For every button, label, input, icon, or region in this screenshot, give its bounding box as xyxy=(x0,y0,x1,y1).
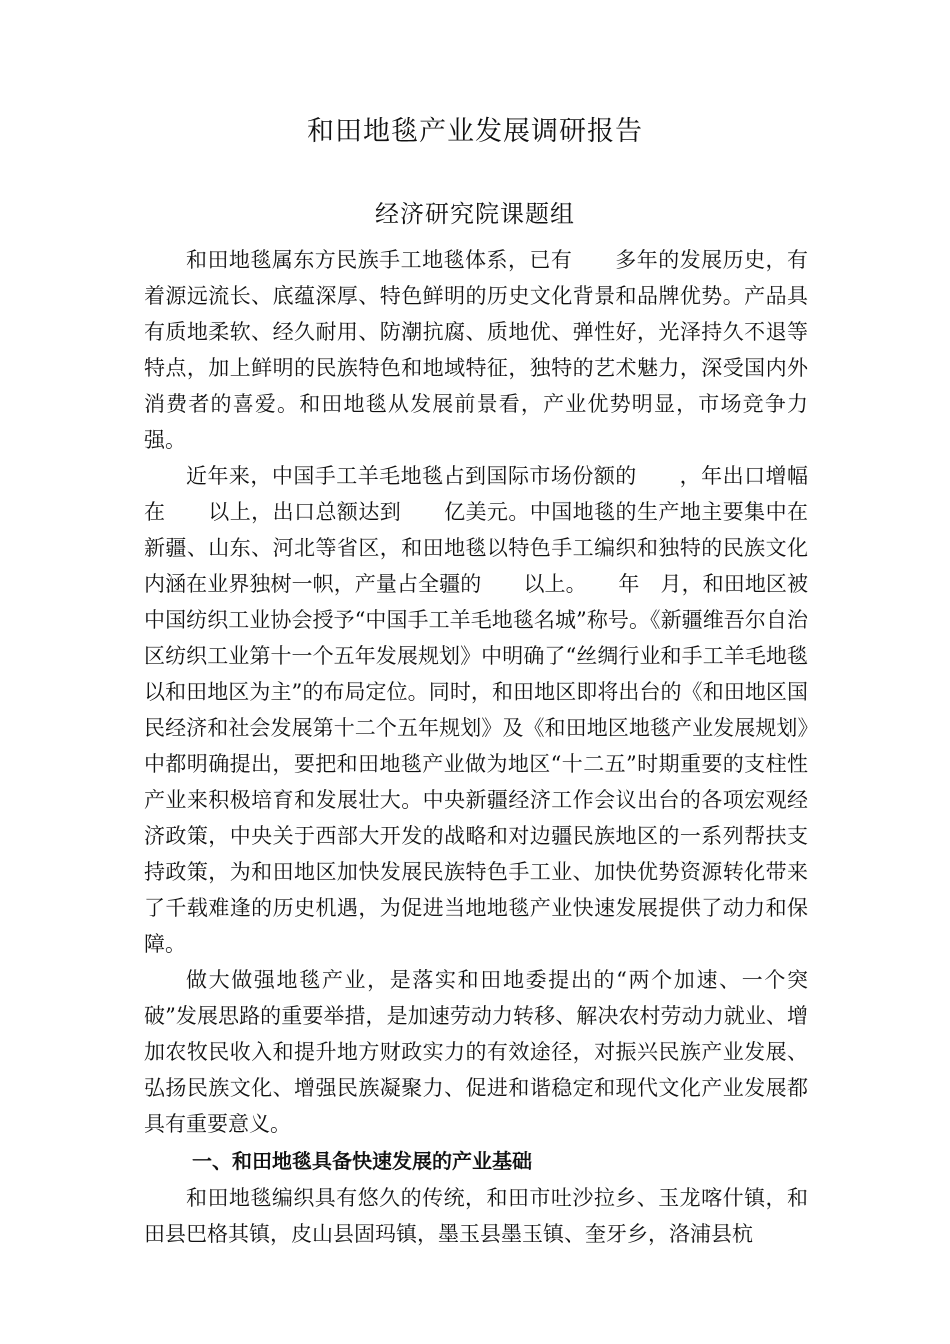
document-author: 经济研究院课题组 xyxy=(375,200,575,228)
section-heading: 一、和田地毯具备快速发展的产业基础 xyxy=(192,1149,532,1173)
paragraph-intro: 和田地毯属东方民族手工地毯体系，已有 多年的发展历史，有着源远流长、底蕴深厚、特色鲜明的历史文化背景和品牌优势。产品具有质地柔软、经久耐用、防潮抗腐、质地优、弹性好，光泽持久不退等特点，加上鲜明的民族特色和地域特征，独特的艺术魅力，深受国内外消费者的喜爱。和田地毯从发展前景看，产业优势明显，市场竞争力强。 xyxy=(144,248,808,452)
document-title: 和田地毯产业发展调研报告 xyxy=(307,116,643,147)
paragraph-section-1: 和田地毯编织具有悠久的传统，和田市吐沙拉乡、玉龙喀什镇，和田县巴格其镇，皮山县固玛镇，墨玉县墨玉镇、奎牙乡，洛浦县杭 xyxy=(144,1186,808,1246)
document-body xyxy=(144,242,808,1252)
paragraph-market: 近年来，中国手工羊毛地毯占到国际市场份额的 ，年出口增幅在 以上，出口总额达到 亿美元。中国地毯的生产地主要集中在新疆、山东、河北等省区，和田地毯以特色手工编织和独特的民族文化内涵在业界独树一帜，产量占全疆的 以上。 年 月，和田地区被中国纺织工业协会授予“中国手工羊毛地毯名城”称号。《新疆维吾尔自治区纺织工业第十一个五年发展规划》中明确了“丝绸行业和手工羊毛地毯以和田地区为主”的布局定位。同时，和田地区即将出台的《和田地区国民经济和社会发展第十二个五年规划》及《和田地区地毯产业发展规划》中都明确提出，要把和田地毯产业做为地区“十二五”时期重要的支柱性产业来积极培育和发展壮大。中央新疆经济工作会议出台的各项宏观经济政策，中央关于西部大开发的战略和对边疆民族地区的一系列帮扶支持政策，为和田地区加快发展民族特色手工业、加快优势资源转化带来了千载难逢的历史机遇，为促进当地地毯产业快速发展提供了动力和保障。 xyxy=(144,464,808,956)
paragraph-significance: 做大做强地毯产业，是落实和田地委提出的“两个加速、一个突破”发展思路的重要举措，是加速劳动力转移、解决农村劳动力就业、增加农牧民收入和提升地方财政实力的有效途径，对振兴民族产业发展、弘扬民族文化、增强民族凝聚力、促进和谐稳定和现代文化产业发展都具有重要意义。 xyxy=(144,968,808,1136)
